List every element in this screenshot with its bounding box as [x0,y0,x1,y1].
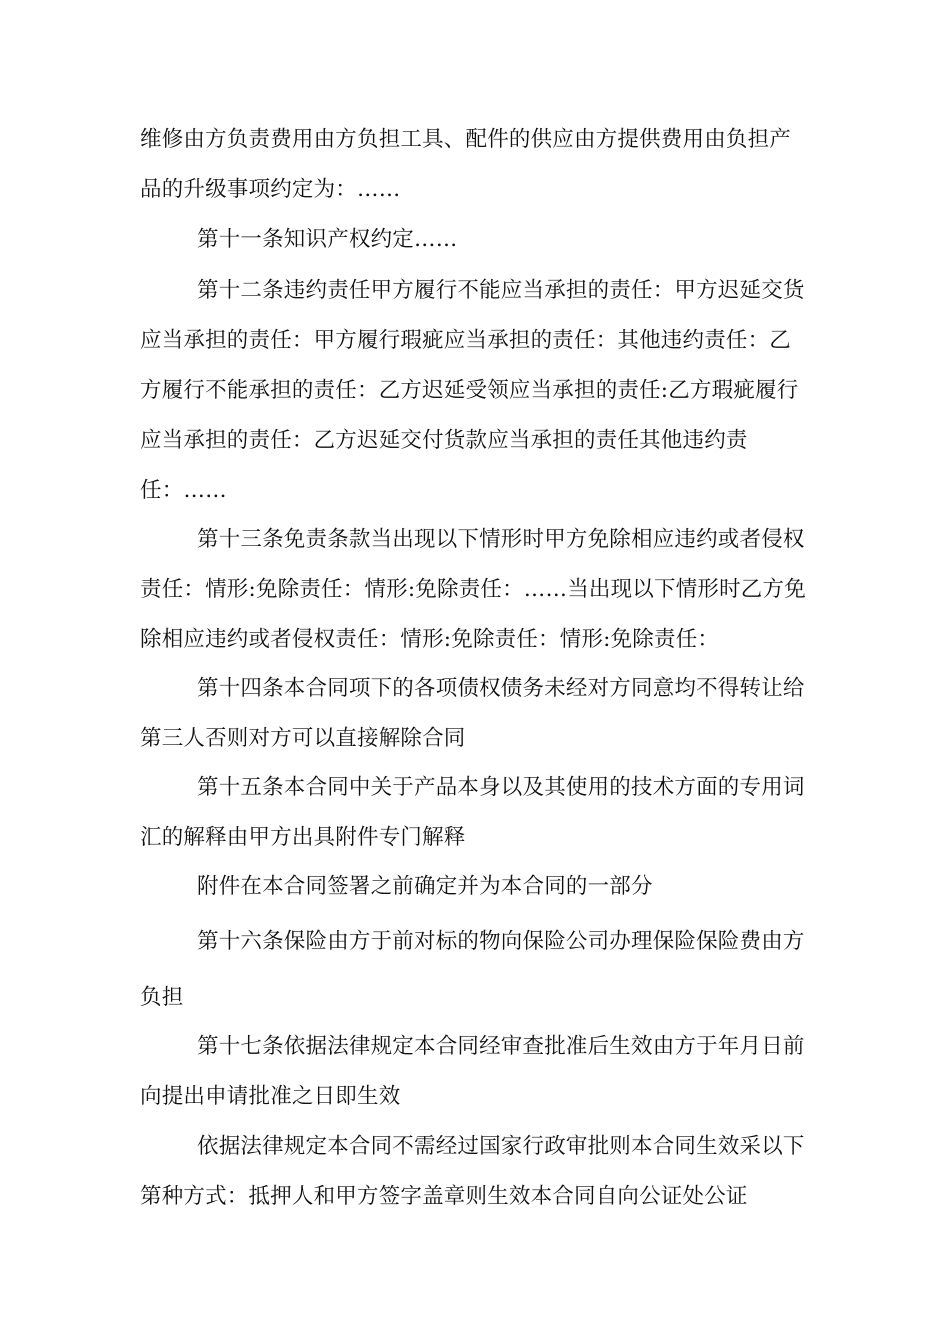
paragraph-article-11: 第十一条知识产权约定…… [197,227,458,252]
paragraph-article-15: 第十五条本合同中关于产品本身以及其使用的技术方面的专用词汇的解释由甲方出具附件专门解释 [140,775,805,850]
paragraph-article-14: 第十四条本合同项下的各项债权债务未经对方同意均不得转让给第三人否则对方可以直接解除合同 [140,676,805,751]
paragraph-article-17: 第十七条依据法律规定本合同经审查批准后生效由方于年月日前向提出申请批准之日即生效 [140,1034,805,1109]
paragraph-article-13: 第十三条免责条款当出现以下情形时甲方免除相应违约或者侵权责任：情形:免除责任：情形:免除责任：……当出现以下情形时乙方免除相应违约或者侵权责任：情形:免除责任：情形:免除责任： [140,527,806,652]
paragraph-attachment: 附件在本合同签署之前确定并为本合同的一部分 [197,874,653,899]
paragraph-article-16: 第十六条保险由方于前对标的物向保险公司办理保险保险费由方负担 [140,929,805,1010]
paragraph-article-12: 第十二条违约责任甲方履行不能应当承担的责任：甲方迟延交货应当承担的责任：甲方履行瑕疵应当承担的责任：其他违约责任：乙方履行不能承担的责任：乙方迟延受领应当承担的责任:乙方瑕疵履行应当承担的责任：乙方迟延交付货款应当承担的责任其他违约责任：…… [140,278,805,503]
paragraph-effectiveness: 依据法律规定本合同不需经过国家行政审批则本合同生效采以下第种方式：抵押人和甲方签字盖章则生效本合同自向公证处公证 [140,1134,805,1209]
paragraph-maintenance: 维修由方负责费用由方负担工具、配件的供应由方提供费用由负担产品的升级事项约定为：…… [140,127,792,202]
